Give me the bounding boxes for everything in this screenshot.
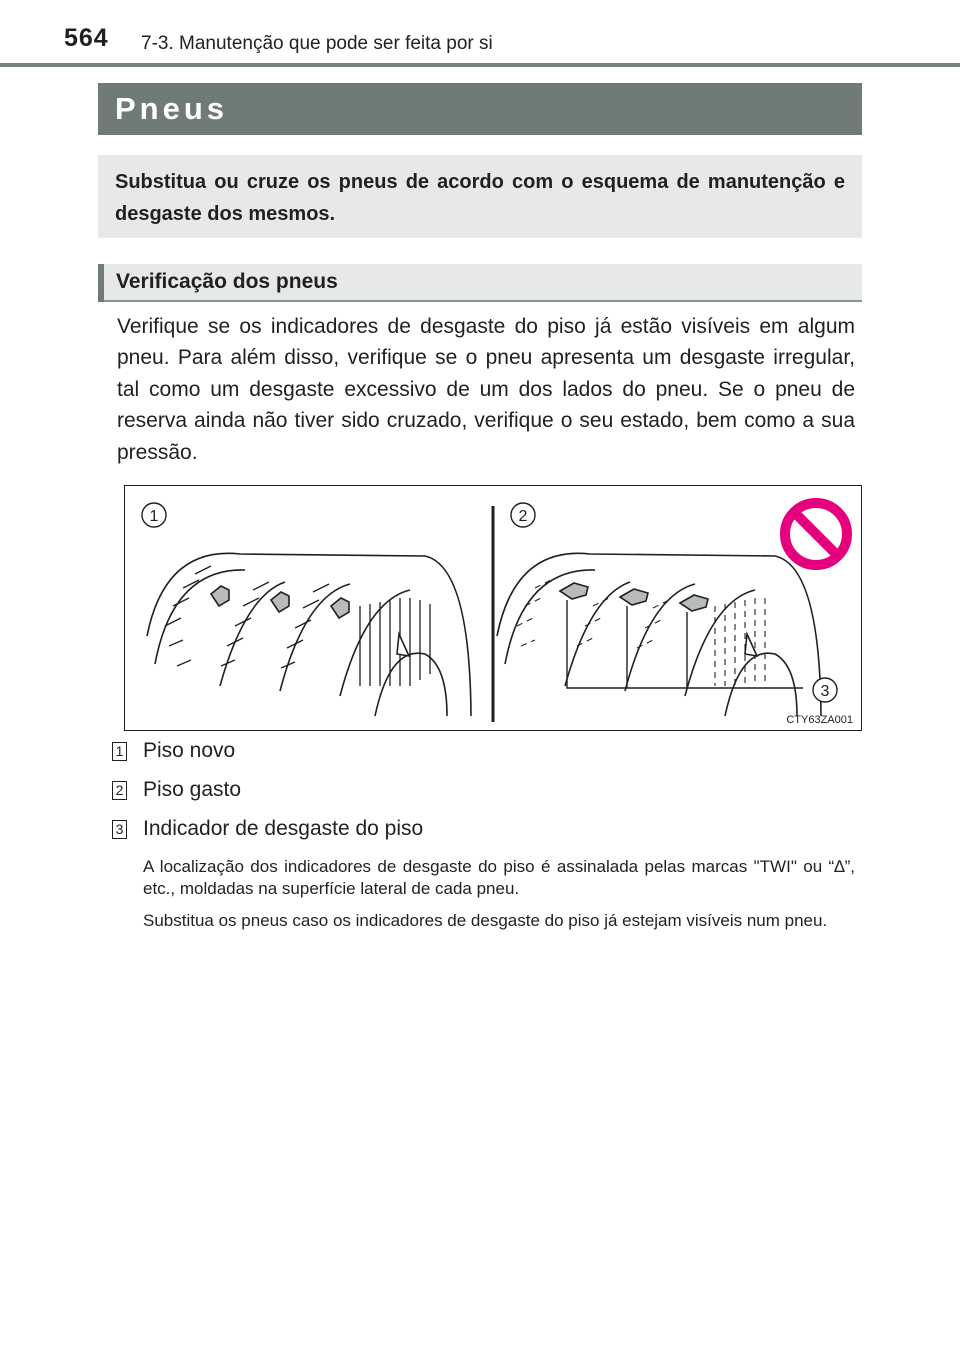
legend-text: Piso gasto: [143, 778, 242, 801]
note-paragraph: A localização dos indicadores de desgaste do piso é assinalada pelas marcas "TWI" ou “∆”, etc., moldadas na superfície lateral de cada pneu.: [143, 857, 855, 898]
section-heading-bar: [98, 264, 862, 302]
callout-3: [813, 678, 837, 702]
summary-box: [98, 155, 862, 238]
body-paragraph: Verifique se os indicadores de desgaste do piso já estão visíveis em algum pneu. Para além disso, verifique se o pneu apresenta um desgaste irregular, tal como um desgaste excessivo de um dos lados do pneu. Se o pneu de reserva ainda não tiver sido cruzado, verifique o seu estado, bem como a sua pressão.: [117, 315, 855, 464]
section-accent: [98, 264, 104, 302]
tire-figure: [124, 485, 862, 731]
header-rule: [0, 63, 960, 67]
new-tread-tire: [147, 553, 471, 716]
tire-illustration: [125, 486, 863, 732]
title-bar: [98, 83, 862, 135]
figure-code: CTY63ZA001: [786, 714, 853, 726]
summary-text: Substitua ou cruze os pneus de acordo com o esquema de manutenção e desgaste dos mesmos.: [115, 171, 845, 225]
legend-number: 3: [112, 820, 127, 839]
svg-text:1: 1: [149, 508, 159, 525]
svg-text:3: 3: [820, 683, 830, 700]
page-title: Pneus: [115, 91, 229, 126]
worn-tread-tire: [497, 553, 821, 716]
page-header: [0, 0, 960, 70]
note-paragraph: Substitua os pneus caso os indicadores de desgaste do piso já estejam visíveis num pneu.: [143, 911, 828, 930]
legend-number: 2: [112, 781, 127, 800]
svg-text:2: 2: [518, 508, 528, 525]
chapter-title: 7-3. Manutenção que pode ser feita por si: [141, 33, 493, 54]
section-heading: Verificação dos pneus: [116, 270, 338, 293]
legend-text: Indicador de desgaste do piso: [143, 817, 424, 840]
legend-number: 1: [112, 742, 127, 761]
no-symbol-icon: [785, 503, 847, 565]
callout-2: [511, 503, 535, 527]
page-number: 564: [64, 24, 109, 52]
callout-1: [142, 503, 166, 527]
legend-text: Piso novo: [143, 739, 236, 762]
